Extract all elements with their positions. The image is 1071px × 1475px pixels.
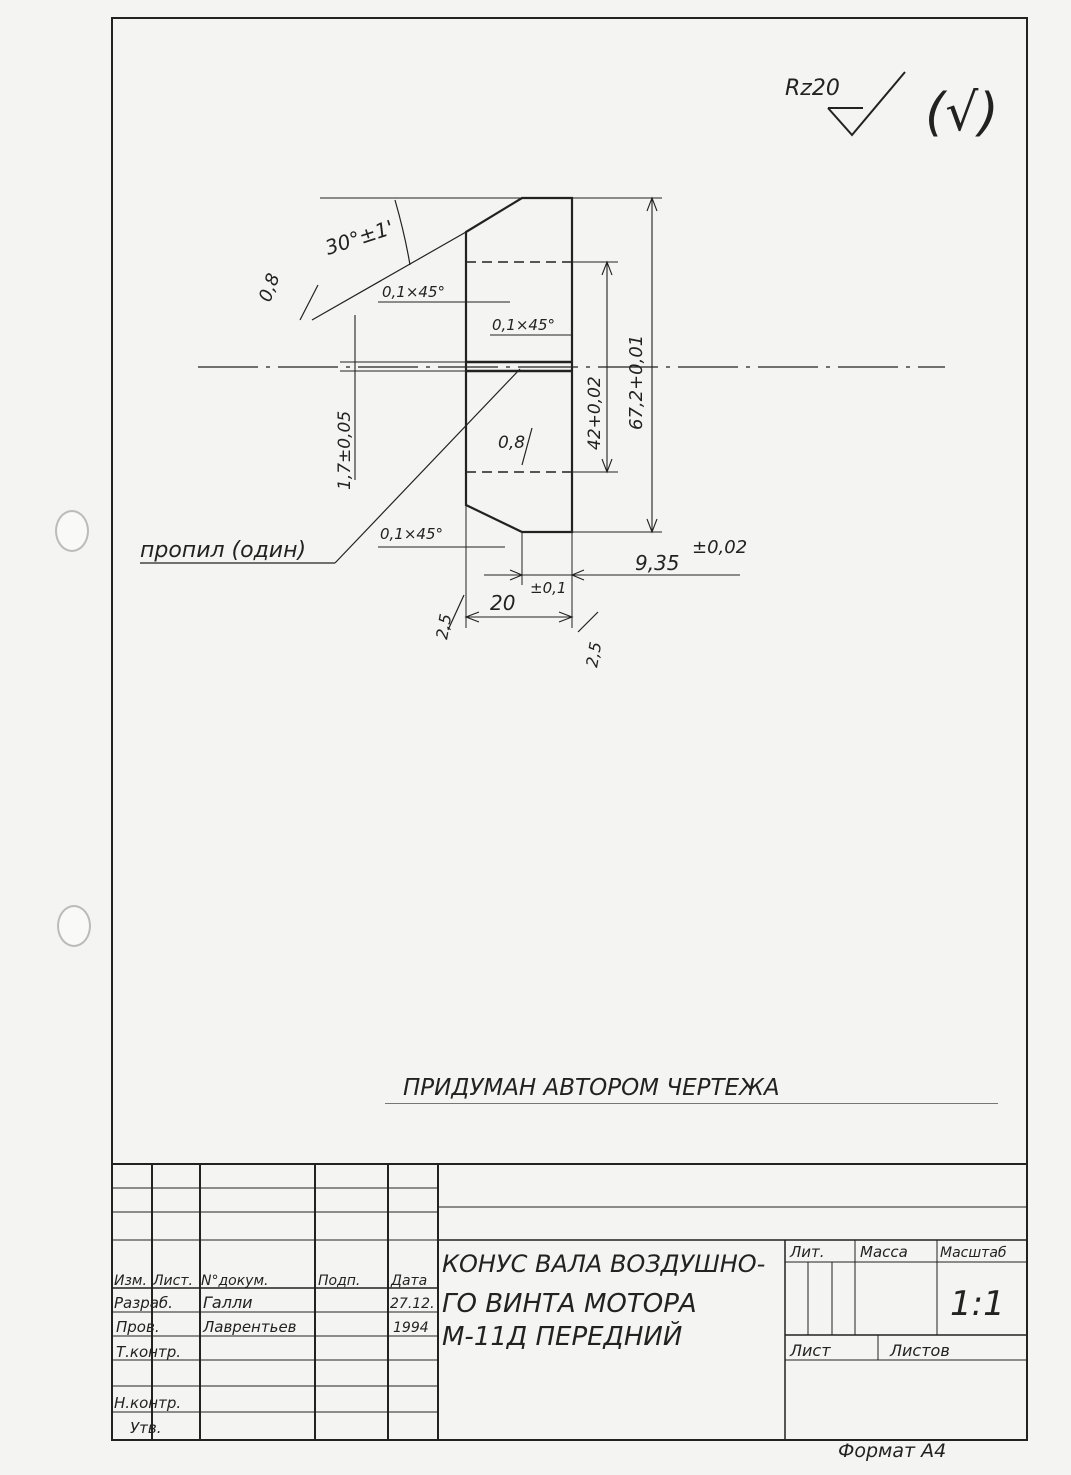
roughness-bracket-mark: (√) <box>925 83 999 143</box>
length-dimension <box>432 579 605 669</box>
outer-diameter-label: 67,2+0,01 <box>626 334 647 430</box>
role-norm-control: Н.контр. <box>114 1394 182 1412</box>
slot-width-label: 1,7±0,05 <box>335 410 355 490</box>
length-label: 20 <box>490 591 516 615</box>
title-line-2: ГО ВИНТА МОТОРА <box>442 1289 697 1319</box>
role-developer: Разраб. <box>114 1294 173 1312</box>
role-checker: Пров. <box>116 1318 160 1336</box>
outer-diameter-dimension <box>626 198 657 532</box>
developer-name: Галли <box>203 1293 253 1312</box>
chamfer-top-inner: 0,1×45° <box>492 316 556 334</box>
sheets-label: Листов <box>890 1341 950 1360</box>
slot-callout <box>140 369 520 563</box>
slot-callout-label: пропил (один) <box>140 538 307 563</box>
drawing-note <box>385 1075 998 1104</box>
slot-depth-dimension <box>484 537 747 580</box>
edge-right-label: 2,5 <box>582 640 606 669</box>
roughness-value: Rz20 <box>785 76 840 101</box>
format-label-text: Формат А4 <box>838 1440 947 1462</box>
roughness-symbol <box>785 72 999 143</box>
format-label <box>838 1440 946 1462</box>
role-approved: Утв. <box>130 1419 162 1437</box>
slot-depth-label: 9,35 <box>635 551 680 575</box>
slot-width-dimension <box>335 315 355 490</box>
sheet-label: Лист <box>790 1341 831 1360</box>
chamfer-top-left: 0,1×45° <box>382 283 446 301</box>
role-tech-control: Т.контр. <box>116 1343 182 1361</box>
header-list: Лист. <box>153 1273 193 1289</box>
scale-label: Масштаб <box>940 1245 1007 1261</box>
title-line-3: М-11Д ПЕРЕДНИЙ <box>442 1322 683 1352</box>
title-line-1: КОНУС ВАЛА ВОЗДУШНО- <box>442 1250 766 1278</box>
drawing-note-text: ПРИДУМАН АВТОРОМ ЧЕРТЕЖА <box>403 1075 780 1101</box>
surface-finish-left: 0,8 <box>254 270 285 305</box>
header-doc-number: N°докум. <box>201 1273 269 1289</box>
part-outline <box>466 198 572 532</box>
header-date: Дата <box>391 1273 428 1289</box>
lit-label: Лит. <box>790 1243 825 1261</box>
scale-value: 1:1 <box>950 1284 1005 1324</box>
date-year: 1994 <box>393 1320 429 1336</box>
surface-finish-bore: 0,8 <box>498 433 526 453</box>
bore-diameter-label: 42+0,02 <box>585 376 605 450</box>
mass-label: Масса <box>860 1243 908 1261</box>
header-izm: Изм. <box>114 1273 147 1289</box>
edge-left-label: 2,5 <box>432 612 456 641</box>
chamfer-callouts <box>378 283 572 547</box>
chamfer-bottom: 0,1×45° <box>380 525 444 543</box>
header-signature: Подп. <box>318 1273 361 1289</box>
length-tolerance: ±0,1 <box>530 579 567 597</box>
angle-label: 30°±1' <box>322 215 397 260</box>
checker-name: Лаврентьев <box>203 1318 297 1336</box>
drawing-frame <box>112 18 1027 1440</box>
title-block <box>112 1164 1027 1440</box>
date-day-month: 27.12. <box>390 1296 435 1312</box>
slot-depth-tolerance: ±0,02 <box>692 537 748 558</box>
